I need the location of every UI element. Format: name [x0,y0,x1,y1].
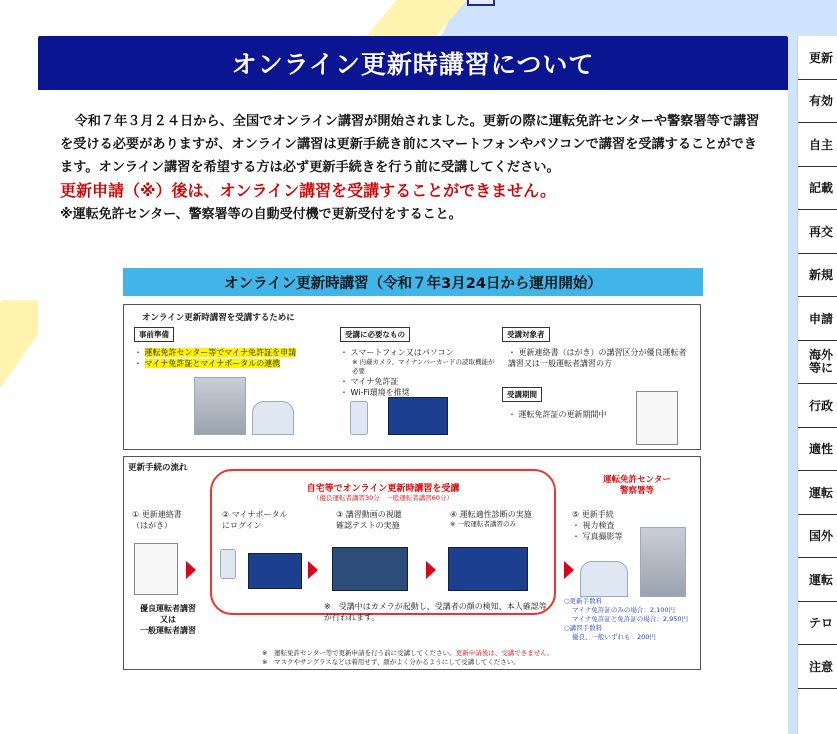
period-label: 受講期間 [502,387,542,402]
flow-step-3: ③ 講習動画の視聴 確認テストの実施 [336,510,402,530]
footnote-2: ※ マスクやサングラスなどは着用せず、顔がよく分かるようにして受講してください。 [262,658,520,666]
flow-arrow-icon [426,561,436,579]
prep-item: ・ マイナ免許証とマイナポータルの連携 [134,359,281,368]
prep-label: 事前準備 [134,327,174,342]
fees-list: ○更新手数料 マイナ免許証のみの場合：2,100円 マイナ免許証と免許証の場合：2,950円 ○講習手数料 優良、一般いずれも 200円 [564,597,688,641]
needs-list: ・ スマートフォン又はパソコン ※ 内蔵カメラ、マイナンバーカードの読取機能が必要 ・ マイナ免許証 ・ Wi-Fi環境を推奨 [340,348,495,397]
sidebar-item-terror[interactable]: テロ [798,602,837,646]
aptitude-test-illustration [448,547,528,591]
prep-item: ・ 運転免許センター等でマイナ免許証を申請 [134,348,297,357]
footnote-1: ※ 運転免許センター等で更新申請を行う前に受講してください。更新申請後は、受講できません。 [262,649,554,657]
sidebar-item-overseas[interactable]: 海外 等に [798,341,837,385]
smartphone-illustration [350,401,368,435]
counter-illustration [252,401,294,435]
notice-postcard-illustration [134,543,178,595]
flow-step-5: ⑤ 更新手続 ・ 視力検査 ・ 写真撮影等 [572,510,623,541]
needs-label: 受講に必要なもの [340,327,410,342]
online-course-infographic [58,228,768,718]
sidebar-item-driving-1[interactable]: 運転 [798,471,837,515]
login-laptop-illustration [248,553,302,589]
intro-warning-text: 更新申請（※）後は、オンライン講習を受講することができません。 [60,181,557,200]
lecture-video-illustration [332,547,408,591]
center-building-illustration [640,527,686,597]
building-illustration [194,377,246,435]
main-content [38,36,788,734]
sidebar-item-application[interactable]: 申請 [798,297,837,341]
sidebar-item-record[interactable]: 記載 [798,167,837,211]
sidebar-item-renewal[interactable]: 更新 [798,36,837,80]
flow-step-2: ② マイナポータル にログイン [222,510,288,530]
procedure-counter-illustration [580,561,628,597]
laptop-illustration [388,397,448,435]
flow-step-4: ④ 運転適性診断の実施 ※ 一般運転者講習のみ [450,510,532,528]
intro-lead-text: 令和７年３月２４日から、全国でオンライン講習が開始されました。更新の際に運転免許センターや警察署等で講習を受ける必要がありますが、オンライン講習は更新手続き前にスマートフォンやパソコンで講習を受講することができます。オンライン講習を希望する方は必ず更新手続きを行う前に受講してください。 [60,114,760,175]
flow-arrow-icon [186,561,196,579]
online-course-title: 自宅等でオンライン更新時講習を受講 [306,484,460,494]
requirements-panel-title: オンライン更新時講習を受講するために [142,313,295,323]
sidebar-item-administrative[interactable]: 行政 [798,384,837,428]
target-list: ・ 更新連絡書（はがき）の講習区分が優良運転者講習又は一般運転者講習の方 [508,348,687,368]
period-list: ・ 運転免許証の更新期間中 [508,410,607,419]
sidebar-item-aptitude[interactable]: 適性 [798,428,837,472]
procedure-flow-title: 更新手続の流れ [128,463,188,473]
flow-step-1: ① 更新連絡書 （はがき） [132,510,182,530]
login-phone-illustration [220,549,236,579]
requirements-panel [123,304,701,450]
infographic-header: オンライン更新時講習（令和７年3月24日から運用開始） [123,268,703,296]
prep-list [134,347,329,369]
sidebar-item-driving-2[interactable]: 運転 [798,558,837,602]
sidebar-item-voluntary[interactable]: 自主 [798,123,837,167]
menu-icon[interactable] [467,0,495,6]
sidebar-item-new[interactable]: 新規 [798,254,837,298]
sidebar-item-international[interactable]: 国外 [798,515,837,559]
flow-arrow-icon [308,561,318,579]
intro-note-text: ※運転免許センター、警察署等の自動受付機で更新受付をすること。 [60,207,462,222]
flow-arrow-icon [564,561,574,579]
step1-caption: 優良運転者講習 又は 一般運転者講習 [140,604,196,635]
procedure-flow-panel [123,456,701,670]
page-title: オンライン更新時講習について [38,36,788,90]
intro-section [38,90,788,225]
right-sidebar-nav [797,36,837,734]
sidebar-item-caution[interactable]: 注意 [798,645,837,689]
postcard-illustration [636,391,678,445]
sidebar-item-reissue[interactable]: 再交 [798,210,837,254]
target-label: 受講対象者 [502,327,550,342]
sidebar-item-validity[interactable]: 有効 [798,80,837,124]
online-course-duration: （優良運転者講習30分 一般運転者講習60分） [312,494,454,502]
camera-note: ※ 受講中はカメラが起動し、受講者の顔の検知、本人確認等が行われます。 [324,602,547,622]
center-title: 運転免許センター 警察署等 [603,475,671,496]
